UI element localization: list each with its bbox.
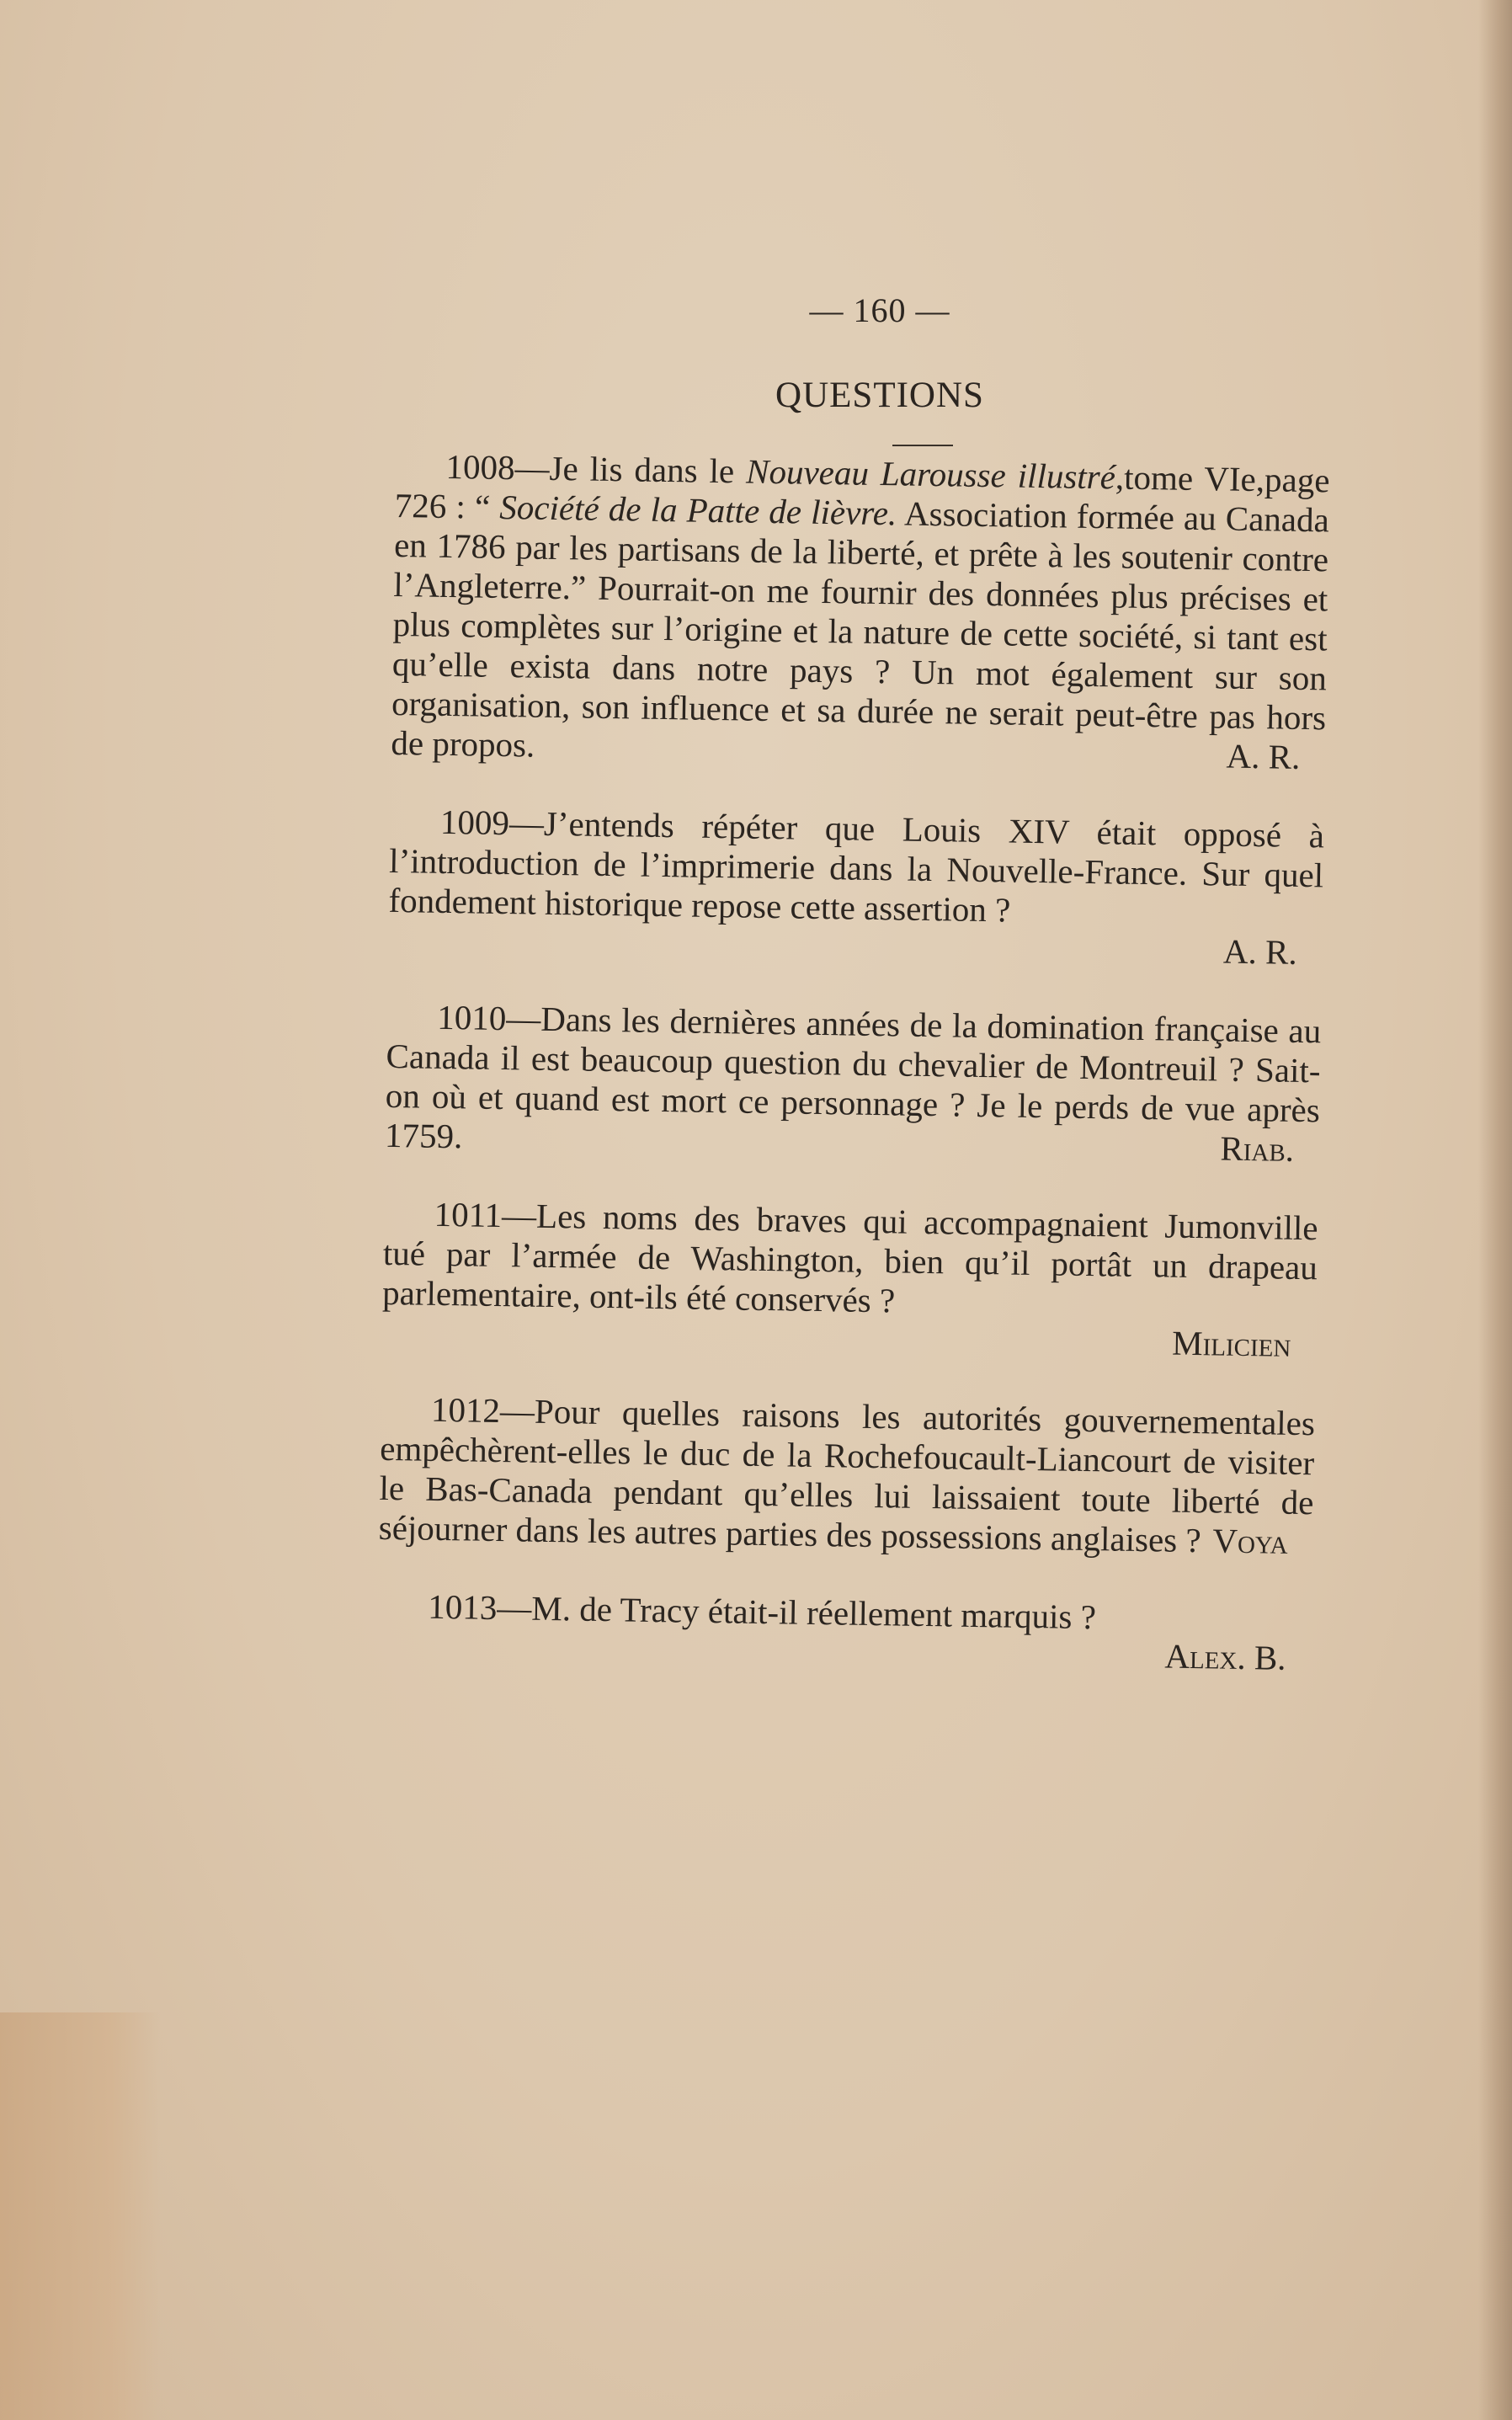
question-1010-signature: Riab.	[1220, 1128, 1295, 1169]
question-1013-text: 1013—M. de Tracy était-il réellement marquis ?	[428, 1586, 1097, 1637]
question-1013	[376, 1586, 1312, 1678]
question-1010-text: 1010—Dans les dernières années de la domination française au Canada il est beaucoup question du chevalier de Montreuil ? Sait-on où et quand est mort ce personnage ? Je le perds de vue après 1759.	[384, 997, 1322, 1156]
question-1008-italic-a: Nouveau Larousse illustré	[745, 451, 1116, 497]
question-1008-signature: A. R.	[1226, 736, 1301, 776]
question-1009	[387, 802, 1324, 973]
question-1012-text: 1012—Pour quelles raisons les autorités gouvernementales empêchèrent-elles le duc de la Rochefoucault-Liancourt de visiter le Bas-Canada pendant qu’elles lui laissaient toute liberté de séjourner dans les autres parties des possessions anglaises ?	[378, 1389, 1316, 1560]
question-1009-text: 1009—J’entends répéter que Louis XIV était opposé à l’introduction de l’imprimerie dans la Nouvelle-France. Sur quel fondement historique repose cette assertion ?	[388, 802, 1325, 930]
paper-stain	[0, 2012, 160, 2420]
section-title: QUESTIONS	[775, 376, 984, 415]
question-1008-text-a: 1008—Je lis dans le	[445, 446, 747, 491]
page-number: — 160 —	[809, 291, 950, 329]
question-list	[376, 446, 1330, 1717]
question-1012	[378, 1389, 1315, 1562]
question-1011	[381, 1194, 1318, 1365]
question-1013-signature: Alex. B.	[1164, 1636, 1286, 1677]
question-1008-text-c: Association formée au Canada en 1786 par les partisans de la liberté, et prête à les soutenir contre l’Angleterre.” Pourrait-on me fournir des données plus précises et plus complètes sur l’origine et la nature de cette société, si tant est qu’elle exista dans notre pays ? Un mot également sur son organisation, son influence et sa durée ne serait peut-être pas hors de propos.	[391, 493, 1330, 765]
question-1012-signature: Voya	[1212, 1521, 1289, 1561]
question-1010	[385, 997, 1322, 1170]
question-1011-signature: Milicien	[1171, 1323, 1291, 1364]
question-1008-italic-b: Société de la Patte de lièvre.	[499, 487, 897, 533]
question-1009-signature: A. R.	[1222, 931, 1298, 972]
question-1008-text-b: ,tome VIe,page 726 : “	[394, 457, 1330, 526]
question-1011-text: 1011—Les noms des braves qui accompagnaient Jumonville tué par l’armée de Washington, bien qu’il portât un drapeau parlementaire, ont-ils été conservés ?	[381, 1194, 1318, 1320]
title-divider	[892, 445, 953, 446]
question-1008	[391, 446, 1330, 777]
page-edge	[1478, 0, 1512, 2420]
